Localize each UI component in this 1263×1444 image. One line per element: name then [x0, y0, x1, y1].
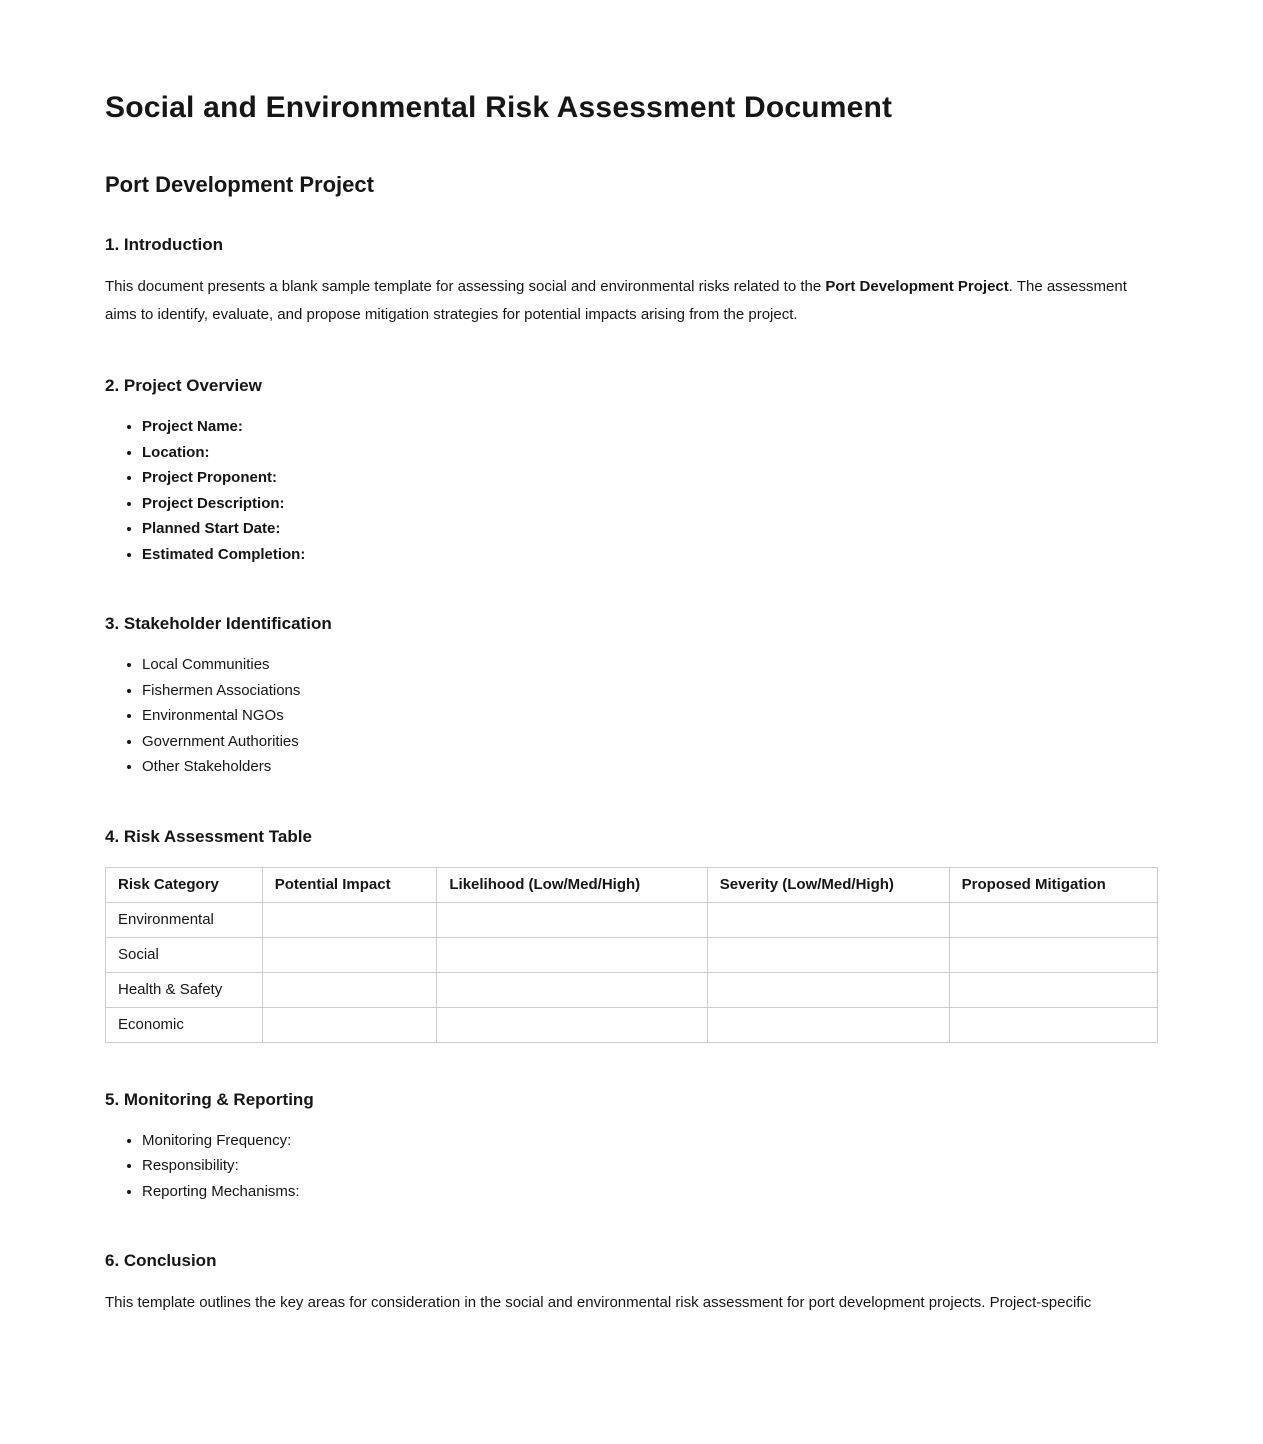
empty-cell [437, 902, 707, 937]
intro-text-after: . The assessment aims to identify, evaluate, and propose mitigation strategies for potential impacts arising from the project. [105, 278, 1127, 323]
intro-paragraph [105, 273, 1158, 329]
risk-category-cell: Social [106, 937, 263, 972]
section-risk-assessment [105, 826, 1158, 1043]
section-project-overview [105, 375, 1158, 567]
table-header-cell: Likelihood (Low/Med/High) [437, 867, 707, 902]
list-item: • Project Name: [142, 414, 1158, 440]
empty-cell [707, 902, 949, 937]
list-item: • Environmental NGOs [142, 703, 1158, 729]
list-item: • Government Authorities [142, 729, 1158, 755]
table-row [106, 902, 1158, 937]
table-row [106, 1007, 1158, 1042]
intro-text-bold: Port Development Project [825, 278, 1009, 295]
table-row [106, 937, 1158, 972]
table-header-cell: Severity (Low/Med/High) [707, 867, 949, 902]
section-monitoring-reporting [105, 1089, 1158, 1205]
empty-cell [262, 937, 437, 972]
empty-cell [437, 1007, 707, 1042]
empty-cell [949, 902, 1157, 937]
table-row [106, 972, 1158, 1007]
risk-category-cell: Environmental [106, 902, 263, 937]
stakeholder-list [105, 652, 1158, 780]
list-item: • Location: [142, 440, 1158, 466]
list-item: • Project Proponent: [142, 465, 1158, 491]
risk-category-cell: Economic [106, 1007, 263, 1042]
empty-cell [707, 972, 949, 1007]
section-stakeholder-identification [105, 613, 1158, 780]
empty-cell [262, 902, 437, 937]
empty-cell [949, 937, 1157, 972]
section-heading-project-overview: 2. Project Overview [105, 376, 262, 395]
table-header-cell: Potential Impact [262, 867, 437, 902]
section-introduction [105, 234, 1158, 329]
list-item: • Project Description: [142, 491, 1158, 517]
empty-cell [707, 937, 949, 972]
intro-text-before: This document presents a blank sample template for assessing social and environmental risks related to the [105, 278, 826, 295]
list-item: • Monitoring Frequency: [142, 1128, 1158, 1154]
risk-table [105, 867, 1158, 1043]
table-header-cell: Risk Category [106, 867, 263, 902]
empty-cell [707, 1007, 949, 1042]
project-overview-list [105, 414, 1158, 567]
list-item: • Reporting Mechanisms: [142, 1179, 1158, 1205]
empty-cell [949, 972, 1157, 1007]
empty-cell [262, 972, 437, 1007]
list-item: • Planned Start Date: [142, 516, 1158, 542]
list-item: • Responsibility: [142, 1153, 1158, 1179]
list-item: • Local Communities [142, 652, 1158, 678]
list-item: • Fishermen Associations [142, 678, 1158, 704]
section-heading-introduction: 1. Introduction [105, 235, 224, 254]
empty-cell [262, 1007, 437, 1042]
table-header-row [106, 867, 1158, 902]
list-item: • Estimated Completion: [142, 542, 1158, 568]
list-item: • Other Stakeholders [142, 754, 1158, 780]
document-subtitle: Port Development Project [105, 172, 374, 197]
page-title: Social and Environmental Risk Assessment Document [105, 91, 893, 124]
section-heading-stakeholder-identification: 3. Stakeholder Identification [105, 614, 332, 633]
section-heading-monitoring-reporting: 5. Monitoring & Reporting [105, 1089, 314, 1109]
empty-cell [437, 972, 707, 1007]
section-conclusion [105, 1250, 1158, 1317]
risk-category-cell: Health & Safety [106, 972, 263, 1007]
monitoring-list [105, 1128, 1158, 1205]
section-heading-conclusion: 6. Conclusion [105, 1251, 217, 1270]
empty-cell [949, 1007, 1157, 1042]
table-header-cell: Proposed Mitigation [949, 867, 1157, 902]
section-heading-risk-assessment: 4. Risk Assessment Table [105, 826, 312, 846]
empty-cell [437, 937, 707, 972]
conclusion-paragraph: This template outlines the key areas for consideration in the social and environmental risk assessment for port development projects. Project-specific [105, 1294, 1092, 1311]
